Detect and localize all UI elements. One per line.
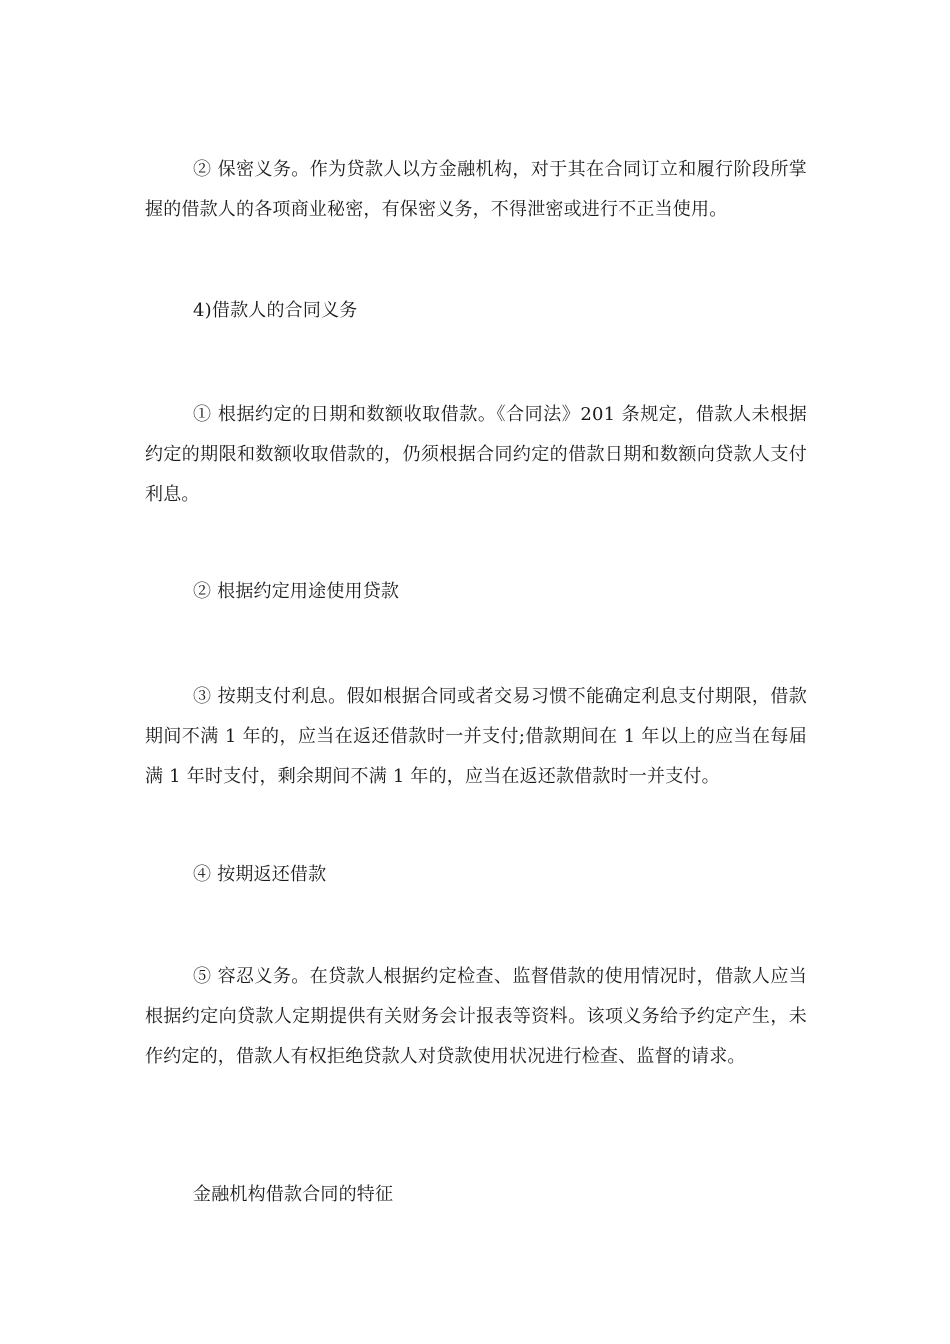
paragraph-repay-loan: ④ 按期返还借款 <box>193 864 327 885</box>
paragraph-pay-interest: ③ 按期支付利息。假如根据合同或者交易习惯不能确定利息支付期限，借款期间不满 1 年的，应当在返还借款时一并支付;借款期间在 1 年以上的应当在每届满 1 年时支付，剩余期间不满 1 年的，应当在返还款借款时一并支付。 <box>145 686 807 787</box>
paragraph-tolerance-duty: ⑤ 容忍义务。在贷款人根据约定检查、监督借款的使用情况时，借款人应当根据约定向贷款人定期提供有关财务会计报表等资料。该项义务给予约定产生，未作约定的，借款人有权拒绝贷款人对贷款使用状况进行检查、监督的请求。 <box>145 966 807 1067</box>
paragraph-confidentiality-duty: ② 保密义务。作为贷款人以方金融机构，对于其在合同订立和履行阶段所掌握的借款人的各项商业秘密，有保密义务，不得泄密或进行不正当使用。 <box>145 159 807 220</box>
paragraph-collect-loan: ① 根据约定的日期和数额收取借款。《合同法》201 条规定，借款人未根据约定的期限和数额收取借款的，仍须根据合同约定的借款日期和数额向贷款人支付利息。 <box>145 404 807 505</box>
section-heading-contract-features: 金融机构借款合同的特征 <box>193 1184 394 1205</box>
paragraph-use-loan-as-agreed: ② 根据约定用途使用贷款 <box>193 581 400 602</box>
section-heading-borrower-duties: 4)借款人的合同义务 <box>193 300 358 321</box>
